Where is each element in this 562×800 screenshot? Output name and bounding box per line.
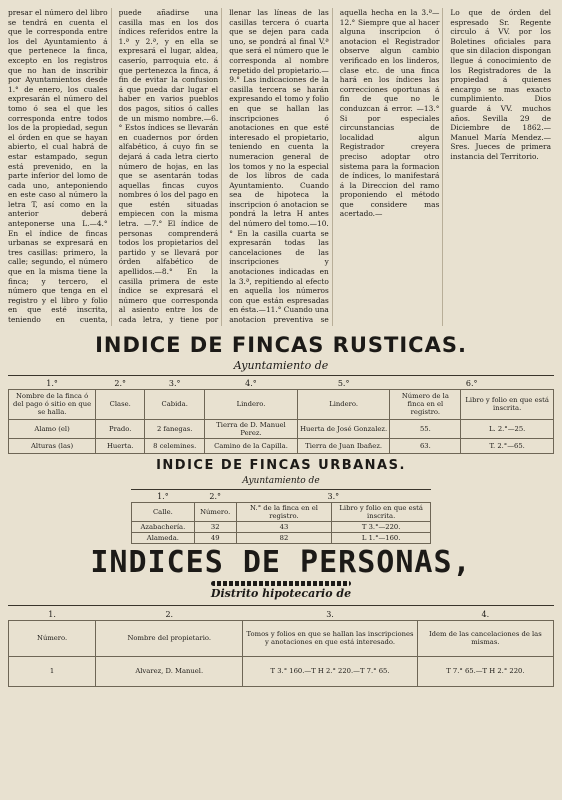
table-cell: T 7.° 65.—T H 2.° 220. [417, 656, 553, 686]
table-cell: 49 [194, 533, 236, 544]
personas-table [8, 609, 554, 687]
header-cell: Lindero. [297, 389, 390, 419]
table-cell: 1 [9, 656, 96, 686]
table-cell: Azabachería. [132, 522, 195, 533]
paragraph: Lo que de órden del espresado Sr. Regente circulo á VV. por los Boletines oficiales para que sin dilacion dispongan llegue á conocimiento de los Registradores de la propiedad á quienes encargo se mas exacto cumplimiento. Dios guarde á VV. muchos años. Sevilla 29 de Diciembre de 1862.—Manuel María Mendez.—Sres. Jueces de primera instancia del Territorio. [450, 8, 551, 161]
column-number: 1.° [157, 492, 169, 502]
column-numbers [132, 492, 431, 503]
table-cell: Tierra de Juan Ibañez. [297, 438, 390, 453]
table-row [132, 533, 431, 544]
header-cell: Libro y folio en que está inscrita. [461, 389, 554, 419]
table-cell: L 1.°—160. [332, 533, 431, 544]
column-numbers [9, 378, 554, 389]
header-cell: Lindero. [205, 389, 298, 419]
table-cell: 2 fanegas. [145, 419, 205, 438]
table-cell: 32 [194, 522, 236, 533]
header-cell: Número. [194, 503, 236, 522]
header-cell: Número de la finca en el registro. [390, 389, 461, 419]
header-cell: Calle. [132, 503, 195, 522]
table-cell: Camino de la Capilla. [205, 438, 298, 453]
table-cell: Huerta. [96, 438, 145, 453]
header-cell: Idem de las cancelaciones de las mismas. [417, 620, 553, 656]
divider [8, 375, 554, 376]
header-cell: Número. [9, 620, 96, 656]
header-cell: Libro y folio en que está inscrita. [332, 503, 431, 522]
header-cell: Nombre de la finca ó del pago ó sitio en que se halla. [9, 389, 96, 419]
table-cell: 8 celemines. [145, 438, 205, 453]
table-cell: T 3.° 160.—T H 2.° 220.—T 7.° 65. [243, 656, 417, 686]
table-cell: Alameda. [132, 533, 195, 544]
table-cell: 82 [236, 533, 332, 544]
paragraph: aquella hecha en la 3.ª—12.° Siempre que al hacer alguna inscripcion ó anotacion el Registrador observe algun cambio verificado en los linderos, clase etc. de una finca hará en los índices las correcciones oportunas á fin de que no le conduzcan á error. —13.° Si por especiales circunstancias de localidad algun Registrador creyera preciso adoptar otro sistema para la formacion de índices, lo manifestará á la Direccion del ramo proponiendo el método que considere mas acertado.— [339, 8, 440, 219]
rusticas-title: INDICE DE FINCAS RUSTICAS. [95, 333, 467, 357]
table-header-row [9, 389, 554, 419]
urbanas-table [131, 492, 431, 545]
table-cell: T 3.°—220. [332, 522, 431, 533]
paragraph: presar el número del libro se tendrá en cuenta el que le corresponda entre los del Ayuntamiento á que pertenece la finca, excepto en los registros que no han de inscribir por Ayuntamientos desde 1.° de enero, los cuales expresarán el número del tomo ó sea el que les corresponda entre todos los de la propiedad, segun el órden en que se hayan abierto, el cual habrá de estar estampado, segun está prevenido, en la parte inferior del lomo de cada uno, anteponiendo en este caso al número la letra T, así como en la anterior deberá anteponerse una L.—4.° En el índice de fincas urbanas se expresará en tres casillas: primero, la calle; segundo, el número que en la misma tiene la finca; y tercero, el número que tenga en el registro y el libro y folio en que esté inscrita, teniendo en cuenta, [8, 8, 108, 324]
text-column-4 [340, 8, 444, 326]
column-number: 3. [326, 609, 334, 619]
column-number: 2. [165, 609, 174, 619]
body-text-columns [8, 8, 554, 326]
divider [131, 489, 431, 490]
header-cell: Tomos y folios en que se hallan las inscripciones y anotaciones en que está interesado. [243, 620, 417, 656]
table-row [132, 522, 431, 533]
column-numbers [9, 609, 554, 620]
header-cell: Cabida. [145, 389, 205, 419]
header-cell: N.° de la finca en el registro. [236, 503, 332, 522]
header-cell: Nombre del propietario. [96, 620, 243, 656]
column-number: 3.° [168, 378, 181, 388]
table-header-row [9, 620, 554, 656]
column-number: 4. [481, 609, 490, 619]
column-number: 3.° [327, 492, 340, 502]
table-row [9, 419, 554, 438]
paragraph: puede añadirse una casilla mas en los dos índices referidos entre la 1.ª y 2.ª, y en ella se expresará el lugar, aldea, caserío, parroquia etc. á que pertenezca la finca, á fin de evitar la confusion á que pueda dar lugar el haber en varios pueblos dos pagos, sitios ó calles de un mismo nombre.—6.° Estos índices se llevarán en cuadernos por órden alfabético, á cuyo fin se dejará á cada letra cierto número de hojas, en las que se asentarán todas aquellas fincas cuyos nombres ó los del pago en que estén situadas empiecen con la misma letra. —7.° El índice de personas comprenderá todos los propietarios del partido y se llevará por órden alfabético de apellidos.—8.° En la casilla primera de este índice se expresará el número que corresponda al asiento entre los de cada letra, y tiene por [118, 8, 219, 324]
rusticas-table [8, 378, 554, 454]
personas-subtitle: Distrito hipotecario de [210, 587, 352, 600]
text-column-1 [8, 8, 112, 326]
text-column-2 [119, 8, 223, 326]
table-cell: Alturas (las) [9, 438, 96, 453]
text-column-5 [450, 8, 554, 326]
urbanas-subtitle: Ayuntamiento de [242, 475, 320, 486]
column-number: 1.° [46, 378, 58, 388]
text-column-3 [229, 8, 333, 326]
personas-title: INDICES DE PERSONAS, [90, 545, 472, 580]
table-cell: Alvarez, D. Manuel. [96, 656, 243, 686]
paragraph: llenar las líneas de las casillas tercera ó cuarta que se dejen para cada uno, se pondrá al final V.ª que será el número que le corresponda al nombre repetido del propietario.—9.° Las indicaciones de la casilla tercera se harán expresando el tomo y folio en que se hallan las inscripciones ó anotaciones en que esté interesado el propietario, teniendo en cuenta la numeracion general de los tomos y no la especial de los libros de cada Ayuntamiento. Cuando sea de hipoteca la inscripcion ó anotacion se pondrá la letra H antes del número del tomo.—10.° En la casilla cuarta se expresarán todas las cancelaciones de las inscripciones y anotaciones indicadas en la 3.ª, repitiendo al efecto en aquella los números con que están espresadas en ésta.—11.° Cuando una anotacion preventiva se [229, 8, 329, 324]
column-number: 6.° [465, 378, 478, 388]
table-cell: Tierra de D. Manuel Perez. [205, 419, 298, 438]
table-cell: Prado. [96, 419, 145, 438]
divider [8, 605, 554, 606]
column-number: 1. [48, 609, 56, 619]
table-cell: 63. [390, 438, 461, 453]
table-cell: 43 [236, 522, 332, 533]
table-cell: T. 2.°—65. [461, 438, 554, 453]
column-number: 2.° [209, 492, 222, 502]
table-cell: Huerta de José Gonzalez. [297, 419, 390, 438]
table-row [9, 656, 554, 686]
table-cell: 55. [390, 419, 461, 438]
urbanas-title: INDICE DE FINCAS URBANAS. [156, 457, 406, 473]
header-cell: Clase. [96, 389, 145, 419]
column-number: 5.° [337, 378, 350, 388]
column-number: 4.° [245, 378, 257, 388]
table-cell: Alamo (el) [9, 419, 96, 438]
table-row [9, 438, 554, 453]
table-cell: L. 2.°—25. [461, 419, 554, 438]
column-number: 2.° [114, 378, 127, 388]
table-header-row [132, 503, 431, 522]
rusticas-subtitle: Ayuntamiento de [233, 359, 329, 372]
